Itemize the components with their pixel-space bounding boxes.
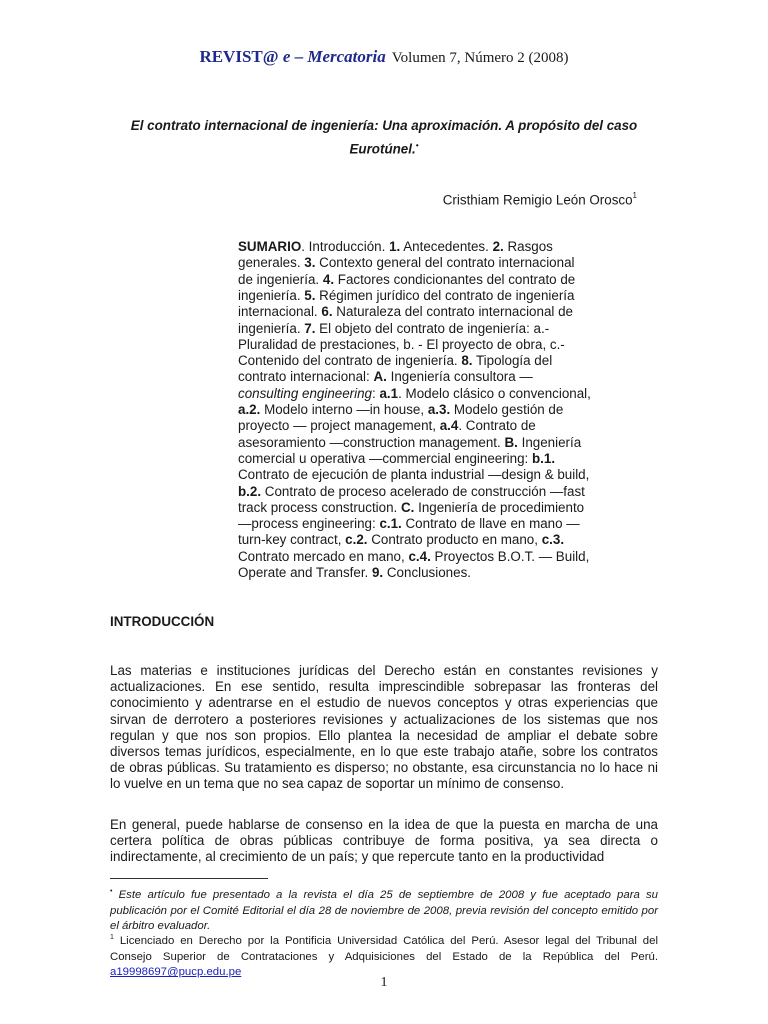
footnote [110,884,658,935]
summary-line: internacional. 6. Naturaleza del contrato internacional de [238,304,573,320]
summary-line: track process construction. C. Ingeniería de procedimiento [238,499,585,515]
summary-line: Operate and Transfer. 9. Conclusiones. [238,565,471,580]
footnote-text: Este artículo fue presentado a la revista el día 25 de septiembre de 2008 y fue aceptado para su publicación por el Comité Editorial el día 28 de noviembre de 2008, previa revisión del concepto emitido por el árbitro evaluador. [110,888,658,933]
summary-line: generales. 3. Contexto general del contrato internacional [238,255,575,271]
summary-line: asesoramiento —construction management. B. Ingeniería [238,434,582,450]
footnote-marker: • [110,888,113,895]
body-paragraph: Las materias e instituciones jurídicas del Derecho están en constantes revisiones y actualizaciones. En ese sentido, resulta imprescindible sobrepasar las fronteras del conocimiento y adentrarse en el estudio de nuevos conceptos y otras experiencias que sirvan de derrotero a posteriores revisiones y actualizaciones de los sistemas que nos regulan y que nos son propios. Ello plantea la necesidad de ampliar el debate sobre diversos temas jurídicos, especialmente, en lo que este trabajo atañe, sobre los contratos de obras públicas. Su tratamiento es disperso; no obstante, esa circunstancia no lo hace ni lo vuelve en un tema que no sea capaz de soportar un mínimo de consenso. [110,663,658,792]
summary-line: SUMARIO. Introducción. 1. Antecedentes. 2. Rasgos [238,239,553,254]
summary-line: —process engineering: c.1. Contrato de llave en mano — [238,516,580,532]
summary-line: Contrato mercado en mano, c.4. Proyectos B.O.T. — Build, [238,548,590,564]
summary-line: b.2. Contrato de proceso acelerado de construcción —fast [238,483,585,499]
footnote-text: Licenciado en Derecho por la Pontificia Universidad Católica del Perú. Asesor legal del Tribunal del Consejo Superior de Contrataciones y Adquisiciones del Estado de la República del Perú. [110,934,658,963]
section-heading: INTRODUCCIÓN [110,614,215,629]
summary-line: contrato internacional: A. Ingeniería consultora — [238,369,533,385]
page-number: 1 [380,975,388,990]
journal-header [0,47,768,67]
summary-line: comercial u operativa —commercial engineering: b.1. [238,450,556,466]
summary-line: turn-key contract, c.2. Contrato producto en mano, c.3. [238,532,565,548]
author-email-link[interactable]: a19998697@pucp.edu.pe [110,966,242,979]
footnote-separator [110,878,268,879]
author-footnote-ref: 1 [632,191,637,200]
journal-name: REVIST@ e – Mercatoria [199,47,386,66]
summary-line: Contrato de ejecución de planta industrial —design & build, [238,467,590,483]
summary-line: Pluralidad de prestaciones, b. - El proyecto de obra, c.- [238,336,565,352]
summary-line: Contenido del contrato de ingeniería. 8. Tipología del [238,353,553,369]
journal-volume: Volumen 7, Número 2 (2008) [391,50,569,66]
summary-line: ingeniería. 5. Régimen jurídico del contrato de ingeniería [238,287,575,303]
summary-line: consulting engineering: a.1. Modelo clásico o convencional, [238,385,591,401]
summary-line: proyecto — project management, a.4. Contrato de [238,418,536,434]
summary-line: ingeniería. 7. El objeto del contrato de ingeniería: a.- [238,320,550,336]
footnote-marker: 1 [110,934,114,941]
summary-line: de ingeniería. 4. Factores condicionantes del contrato de [238,271,576,287]
paper-title: El contrato internacional de ingeniería: Una aproximación. A propósito del caso Eurotúnel.• [130,118,638,157]
title-footnote-marker: • [415,141,419,150]
summary-line: a.2. Modelo interno —in house, a.3. Modelo gestión de [238,402,564,417]
author-name: Cristhiam Remigio León Orosco$^1$ [442,191,637,208]
footnote [110,930,658,981]
body-paragraph: En general, puede hablarse de consenso en la idea de que la puesta en marcha de una certera política de obras públicas contribuye de forma positiva, ya sea directa o indirectamente, al crecimiento de un país; y que repercute tanto en la productividad [110,817,658,865]
